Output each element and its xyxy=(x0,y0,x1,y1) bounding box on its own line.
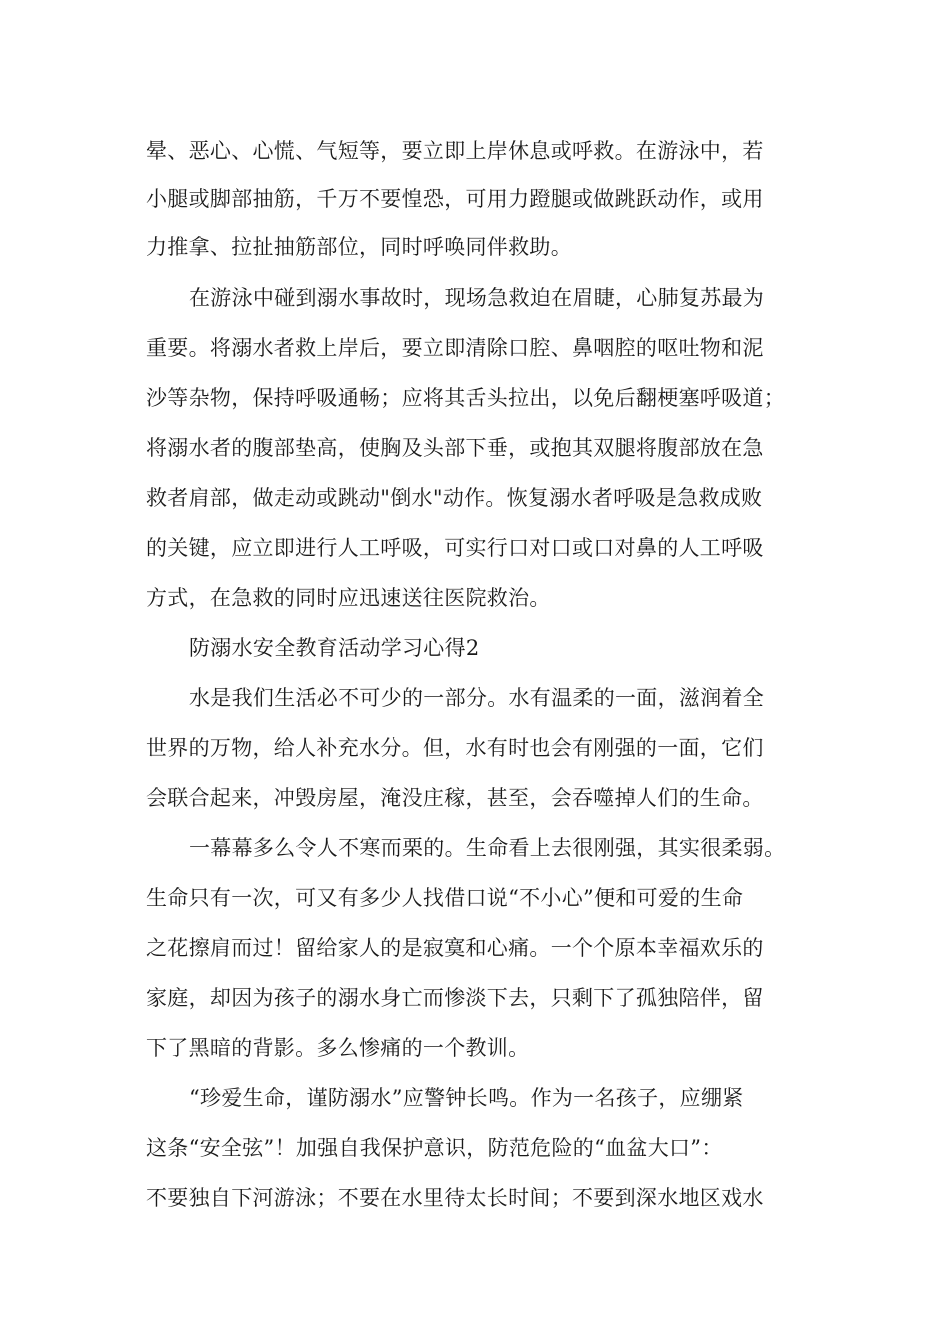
text-line: 之花擦肩而过！留给家人的是寂寞和心痛。一个个原本幸福欢乐的 xyxy=(146,936,764,960)
text-line: 一幕幕多么令人不寒而栗的。生命看上去很刚强，其实很柔弱。 xyxy=(189,836,786,860)
text-line: “珍爱生命，谨防溺水”应警钟长鸣。作为一名孩子，应绷紧 xyxy=(189,1086,744,1110)
text-line: 不要独自下河游泳；不要在水里待太长时间；不要到深水地区戏水 xyxy=(146,1186,764,1210)
text-line: 晕、恶心、心慌、气短等，要立即上岸休息或呼救。在游泳中，若 xyxy=(146,139,764,163)
text-line: 家庭，却因为孩子的溺水身亡而惨淡下去，只剩下了孤独陪伴，留 xyxy=(146,986,764,1010)
text-line: 这条“安全弦”！加强自我保护意识，防范危险的“血盆大口”： xyxy=(146,1136,723,1160)
text-line: 方式，在急救的同时应迅速送往医院救治。 xyxy=(146,586,551,610)
text-line: 水是我们生活必不可少的一部分。水有温柔的一面，滋润着全 xyxy=(189,686,765,710)
text-line: 生命只有一次，可又有多少人找借口说“不小心”便和可爱的生命 xyxy=(146,886,744,910)
text-line: 下了黑暗的背影。多么惨痛的一个教训。 xyxy=(146,1036,530,1060)
text-line: 力推拿、拉扯抽筋部位，同时呼唤同伴救助。 xyxy=(146,235,572,259)
text-line: 在游泳中碰到溺水事故时，现场急救迫在眉睫，心肺复苏最为 xyxy=(189,286,765,310)
text-line: 的关键，应立即进行人工呼吸，可实行口对口或口对鼻的人工呼吸 xyxy=(146,536,764,560)
section-heading: 防溺水安全教育活动学习心得2 xyxy=(189,636,480,660)
text-line: 重要。将溺水者救上岸后，要立即清除口腔、鼻咽腔的呕吐物和泥 xyxy=(146,336,764,360)
text-line: 救者肩部，做走动或跳动"倒水"动作。恢复溺水者呼吸是急救成败 xyxy=(146,486,763,510)
text-line: 世界的万物，给人补充水分。但，水有时也会有刚强的一面，它们 xyxy=(146,736,764,760)
text-line: 会联合起来，冲毁房屋，淹没庄稼，甚至，会吞噬掉人们的生命。 xyxy=(146,786,764,810)
text-line: 沙等杂物，保持呼吸通畅；应将其舌头拉出，以免后翻梗塞呼吸道； xyxy=(146,386,785,410)
text-line: 将溺水者的腹部垫高，使胸及头部下垂，或抱其双腿将腹部放在急 xyxy=(146,436,764,460)
text-line: 小腿或脚部抽筋，千万不要惶恐，可用力蹬腿或做跳跃动作，或用 xyxy=(146,187,764,211)
